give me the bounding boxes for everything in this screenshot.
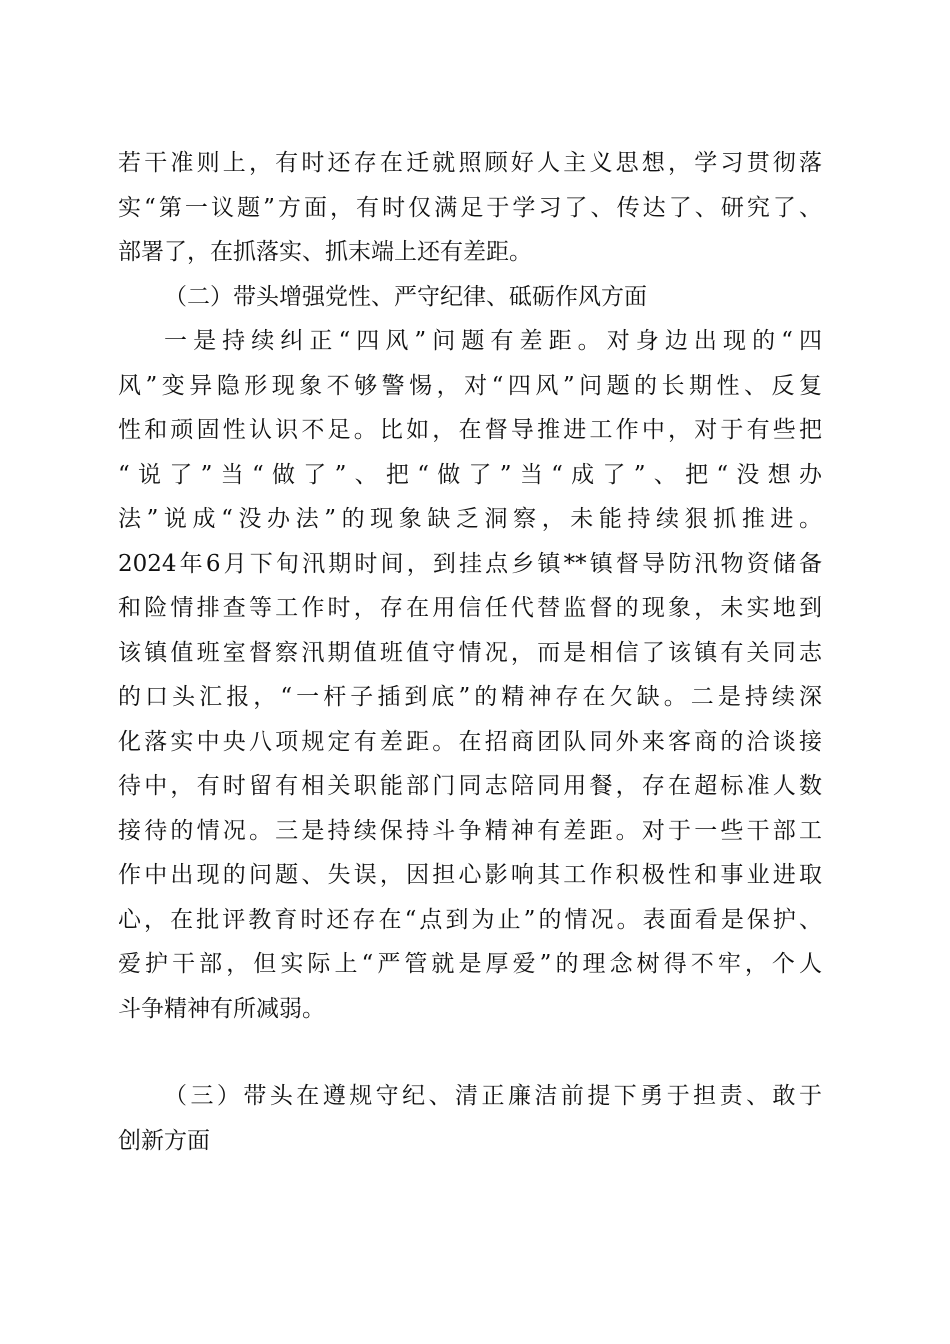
body-text-line: 作中出现的问题、失误，因担心影响其工作积极性和事业进取 — [118, 862, 822, 888]
body-text-line: 法”说成“没办法”的现象缺乏洞察，未能持续狠抓推进。 — [118, 506, 822, 532]
body-text-line: 接待的情况。三是持续保持斗争精神有差距。对于一些干部工 — [118, 817, 822, 844]
body-text-line: 化落实中央八项规定有差距。在招商团队同外来客商的洽谈接 — [118, 728, 822, 755]
body-text-line: 心，在批评教育时还存在“点到为止”的情况。表面看是保护、 — [118, 906, 822, 933]
body-text-line: 该镇值班室督察汛期值班值守情况，而是相信了该镇有关同志 — [118, 639, 822, 666]
body-text-line: 和险情排查等工作时，存在用信任代替监督的现象，未实地到 — [118, 595, 822, 621]
body-text-line: 斗争精神有所减弱。 — [118, 995, 325, 1022]
body-text-line: 实“第一议题”方面，有时仅满足于学习了、传达了、研究了、 — [118, 194, 822, 221]
body-text-line: 的口头汇报，“一杆子插到底”的精神存在欠缺。二是持续深 — [118, 684, 822, 710]
body-text-line: 若干准则上，有时还存在迁就照顾好人主义思想，学习贯彻落 — [118, 150, 822, 176]
body-text-line: 待中，有时留有相关职能部门同志陪同用餐，存在超标准人数 — [118, 773, 822, 799]
section-heading-line: 创新方面 — [118, 1127, 210, 1154]
body-text-line: “说了”当“做了”、把“做了”当“成了”、把“没想办 — [118, 461, 822, 488]
body-text-line: 风”变异隐形现象不够警惕，对“四风”问题的长期性、反复 — [118, 372, 822, 399]
body-text-line: 性和顽固性认识不足。比如，在督导推进工作中，对于有些把 — [118, 417, 822, 443]
body-text-line: 2024年6月下旬汛期时间，到挂点乡镇**镇督导防汛物资储备 — [118, 550, 822, 577]
section-heading-line: （二）带头增强党性、严守纪律、砥砺作风方面 — [164, 283, 647, 310]
section-heading-line: （三）带头在遵规守纪、清正廉洁前提下勇于担责、敢于 — [164, 1083, 822, 1109]
body-text-line: 爱护干部，但实际上“严管就是厚爱”的理念树得不牢，个人 — [118, 951, 822, 977]
body-text-line: 一是持续纠正“四风”问题有差距。对身边出现的“四 — [164, 328, 822, 354]
body-text-line: 部署了，在抓落实、抓末端上还有差距。 — [118, 239, 532, 265]
